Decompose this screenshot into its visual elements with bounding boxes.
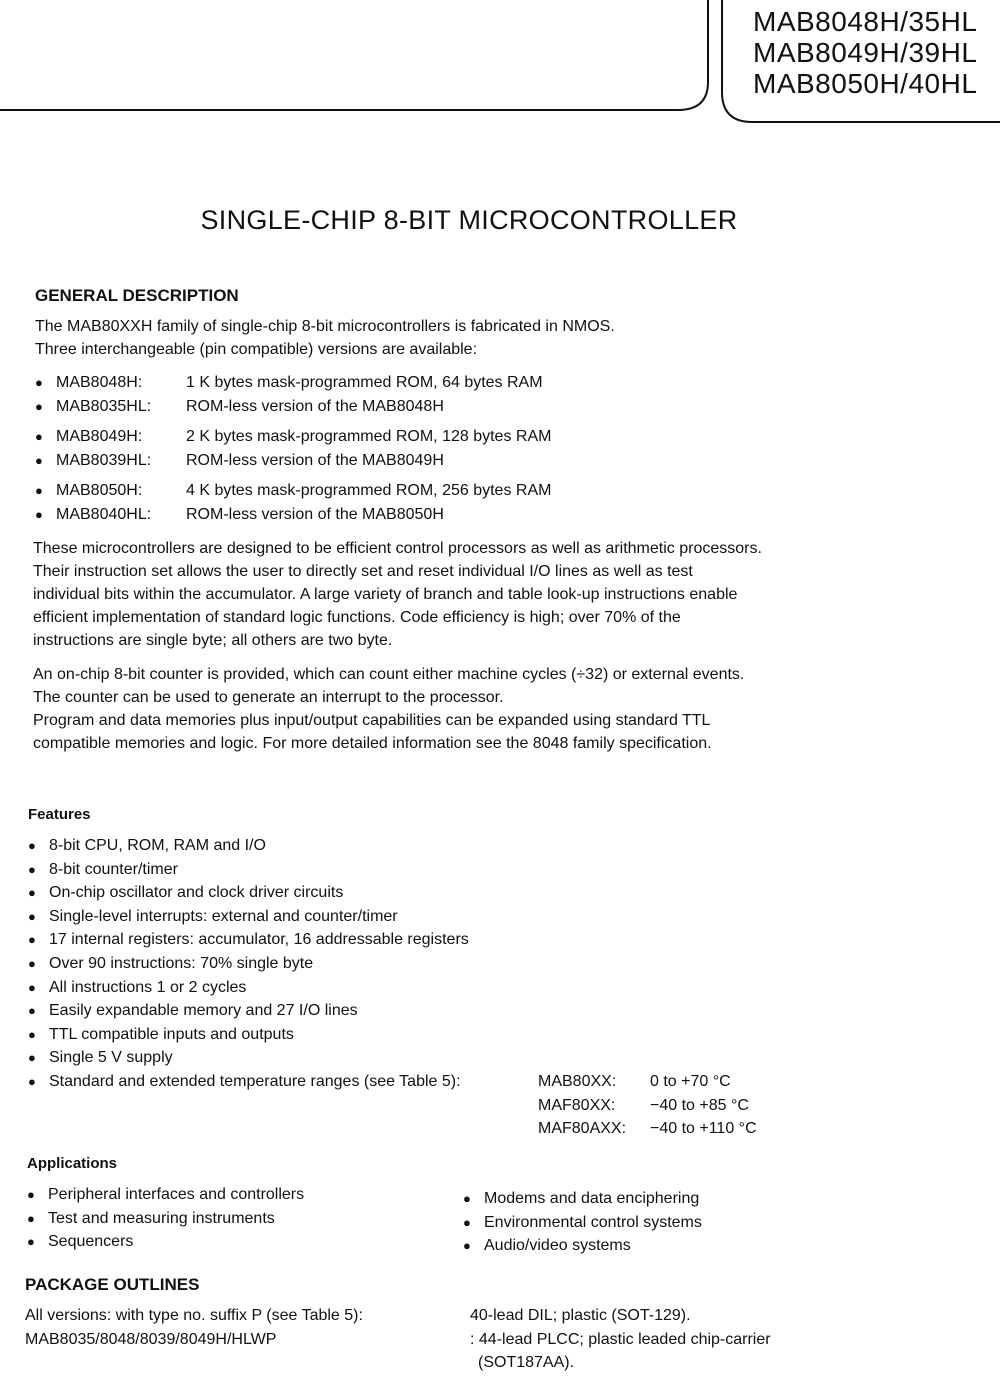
temperature-label: Standard and extended temperature ranges (see Table 5):	[49, 1072, 461, 1090]
list-item	[28, 976, 469, 1000]
list-item	[28, 905, 469, 929]
paragraph-line: compatible memories and logic. For more detailed information see the 8048 family specification.	[33, 735, 712, 752]
feature-text: TTL compatible inputs and outputs	[49, 1025, 294, 1043]
list-item	[28, 1070, 469, 1094]
bullet-icon: ●	[28, 908, 36, 924]
package-condition: All versions: with type no. suffix P (see Table 5):	[25, 1307, 363, 1324]
bullet-icon: ●	[27, 1187, 35, 1202]
feature-text: Single-level interrupts: external and counter/timer	[49, 907, 398, 925]
package-row	[25, 1328, 771, 1352]
package-row	[25, 1304, 771, 1328]
list-item	[27, 1230, 304, 1254]
list-item	[35, 425, 551, 449]
list-item	[463, 1211, 702, 1235]
applications-list-left	[27, 1183, 304, 1254]
bullet-icon: ●	[35, 399, 43, 414]
bullet-icon: ●	[463, 1191, 471, 1206]
intro-paragraph	[35, 315, 935, 361]
bullet-icon: ●	[28, 932, 36, 948]
feature-text: Over 90 instructions: 70% single byte	[49, 954, 314, 972]
list-item	[28, 952, 469, 976]
bullet-icon: ●	[35, 453, 43, 468]
bullet-icon: ●	[35, 375, 43, 390]
list-item	[35, 371, 551, 395]
bullet-icon: ●	[28, 979, 36, 995]
part-number: MAB8049H/39HL	[753, 37, 978, 68]
version-desc: ROM-less version of the MAB8049H	[186, 452, 444, 469]
list-item	[28, 928, 469, 952]
list-item	[35, 449, 551, 473]
bullet-icon: ●	[463, 1238, 471, 1253]
bullet-icon: ●	[35, 507, 43, 522]
intro-line: Three interchangeable (pin compatible) versions are available:	[35, 341, 478, 358]
part-number-block	[753, 6, 998, 99]
bullet-icon: ●	[27, 1234, 35, 1249]
list-item	[28, 1046, 469, 1070]
header-rule-left	[0, 0, 708, 110]
bullet-icon: ●	[28, 1073, 36, 1089]
package-outlines-heading: PACKAGE OUTLINES	[25, 1275, 200, 1294]
bullet-icon: ●	[28, 1026, 36, 1042]
application-text: Peripheral interfaces and controllers	[48, 1186, 305, 1203]
package-type: : 44-lead PLCC; plastic leaded chip-carrier	[470, 1330, 771, 1348]
list-item	[27, 1183, 304, 1207]
feature-text: On-chip oscillator and clock driver circuits	[49, 884, 344, 902]
feature-text: 8-bit CPU, ROM, RAM and I/O	[49, 837, 266, 854]
paragraph-line: These microcontrollers are designed to be efficient control processors as well as arithmetic processors.	[33, 540, 762, 557]
version-code: MAB8035HL:	[56, 398, 152, 415]
package-condition: MAB8035/8048/8039/8049H/HLWP	[25, 1330, 277, 1348]
list-item	[28, 858, 469, 882]
list-item	[35, 503, 551, 527]
description-paragraph-1	[33, 537, 973, 652]
version-desc: 1 K bytes mask-programmed ROM, 64 bytes RAM	[186, 374, 543, 391]
version-desc: ROM-less version of the MAB8050H	[186, 506, 444, 523]
temperature-range: 0 to +70 °C	[650, 1073, 731, 1090]
version-code: MAB8048H:	[56, 374, 143, 391]
features-heading: Features	[28, 806, 91, 823]
temperature-row	[538, 1094, 757, 1118]
bullet-icon: ●	[27, 1210, 35, 1226]
package-row	[25, 1351, 771, 1375]
paragraph-line: The counter can be used to generate an interrupt to the processor.	[33, 689, 504, 706]
applications-list-right	[463, 1187, 702, 1258]
temperature-row	[538, 1117, 757, 1141]
paragraph-line: Their instruction set allows the user to directly set and reset individual I/O lines as well as test	[33, 563, 693, 580]
temperature-ranges	[538, 1070, 757, 1141]
feature-text: 8-bit counter/timer	[49, 860, 178, 878]
package-outlines-table	[25, 1304, 771, 1375]
versions-list	[35, 371, 551, 527]
paragraph-line: Program and data memories plus input/output capabilities can be expanded using standard TTL	[33, 712, 711, 729]
list-item	[28, 881, 469, 905]
list-item	[35, 479, 551, 503]
bullet-icon: ●	[28, 955, 36, 971]
package-type: (SOT187AA).	[478, 1354, 575, 1371]
package-type: 40-lead DIL; plastic (SOT-129).	[470, 1307, 691, 1324]
description-paragraph-2	[33, 663, 973, 755]
bullet-icon: ●	[28, 1050, 36, 1066]
paragraph-line: efficient implementation of standard logic functions. Code efficiency is high; over 70% of the	[33, 609, 681, 626]
part-number: MAB8050H/40HL	[753, 68, 978, 99]
feature-text: 17 internal registers: accumulator, 16 addressable registers	[49, 931, 469, 949]
temperature-type: MAF80XX:	[538, 1096, 616, 1114]
general-description-heading: GENERAL DESCRIPTION	[35, 286, 239, 305]
bullet-icon: ●	[463, 1214, 471, 1230]
version-desc: 4 K bytes mask-programmed ROM, 256 bytes RAM	[186, 482, 552, 499]
application-text: Modems and data enciphering	[484, 1190, 700, 1207]
application-text: Environmental control systems	[484, 1213, 702, 1231]
temperature-range: −40 to +110 °C	[650, 1120, 757, 1138]
feature-text: Easily expandable memory and 27 I/O lines	[49, 1002, 358, 1020]
temperature-type: MAF80AXX:	[538, 1120, 627, 1138]
list-item	[27, 1207, 304, 1231]
bullet-icon: ●	[35, 483, 43, 498]
feature-text: All instructions 1 or 2 cycles	[49, 978, 247, 996]
application-text: Sequencers	[48, 1233, 134, 1250]
paragraph-line: An on-chip 8-bit counter is provided, which can count either machine cycles (÷32) or external events.	[33, 666, 745, 683]
applications-heading: Applications	[27, 1155, 118, 1172]
bullet-icon: ●	[35, 429, 43, 444]
version-code: MAB8050H:	[56, 482, 143, 499]
application-text: Test and measuring instruments	[48, 1209, 275, 1227]
version-code: MAB8039HL:	[56, 452, 152, 469]
list-item	[28, 834, 469, 858]
list-item	[35, 395, 551, 419]
bullet-icon: ●	[28, 885, 36, 901]
part-number: MAB8048H/35HL	[753, 6, 978, 37]
version-desc: ROM-less version of the MAB8048H	[186, 398, 444, 415]
intro-line: The MAB80XXH family of single-chip 8-bit microcontrollers is fabricated in NMOS.	[35, 318, 615, 335]
bullet-icon: ●	[28, 1003, 36, 1019]
page-title: SINGLE-CHIP 8-BIT MICROCONTROLLER	[200, 205, 738, 235]
bullet-icon: ●	[28, 861, 36, 877]
version-desc: 2 K bytes mask-programmed ROM, 128 bytes RAM	[186, 428, 552, 445]
paragraph-line: individual bits within the accumulator. A large variety of branch and table look-up instructions enable	[33, 586, 738, 603]
version-code: MAB8049H:	[56, 428, 143, 445]
list-item	[463, 1234, 702, 1258]
temperature-row	[538, 1070, 757, 1094]
application-text: Audio/video systems	[484, 1237, 631, 1254]
feature-text: Single 5 V supply	[49, 1049, 173, 1067]
list-item	[28, 999, 469, 1023]
temperature-type: MAB80XX:	[538, 1073, 617, 1090]
version-code: MAB8040HL:	[56, 506, 152, 523]
temperature-range: −40 to +85 °C	[650, 1096, 749, 1114]
list-item	[463, 1187, 702, 1211]
paragraph-line: instructions are single byte; all others are two byte.	[33, 632, 393, 649]
features-list	[28, 834, 469, 1094]
bullet-icon: ●	[28, 838, 36, 853]
list-item	[28, 1023, 469, 1047]
